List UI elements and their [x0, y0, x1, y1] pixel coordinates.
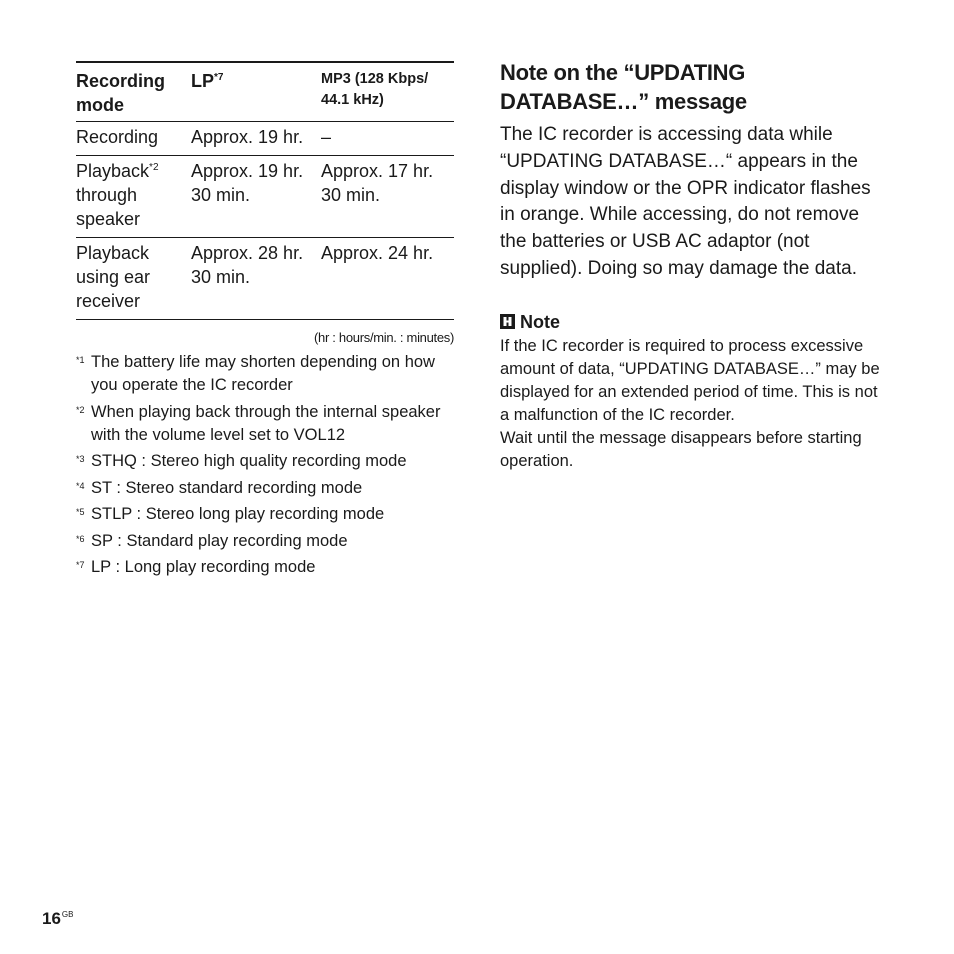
- note-icon: [500, 314, 515, 329]
- footnote-item: *5 STLP : Stereo long play recording mode: [76, 503, 454, 526]
- note-text-2: Wait until the message disappears before starting operation.: [500, 428, 862, 470]
- footnote-mark: *4: [76, 480, 85, 491]
- footnote-item: *7 LP : Long play recording mode: [76, 556, 454, 579]
- row-mode: Playback using ear receiver: [76, 243, 151, 311]
- row-mp3-value: Approx. 17 hr. 30 min.: [321, 161, 434, 205]
- row-lp-value: Approx. 28 hr. 30 min.: [191, 243, 304, 287]
- battery-life-table: [76, 61, 454, 320]
- footnotes-list: [76, 351, 454, 579]
- footnote-mark: *7: [76, 560, 85, 570]
- note-title: Note: [520, 311, 560, 332]
- left-column: [76, 61, 454, 583]
- footnote-mark: *3: [76, 454, 85, 464]
- footnote-ref: *2: [149, 162, 159, 173]
- row-lp-value: Approx. 19 hr.: [191, 127, 304, 147]
- header-recording-mode: Recording mode: [76, 71, 166, 115]
- page-number: $16^{GB}$: [42, 909, 74, 928]
- row-mp3-value: Approx. 24 hr.: [321, 243, 434, 263]
- footnote-mark: *6: [76, 533, 85, 544]
- footnote-item: *1 The battery life may shorten depending on how you operate the IC recorder: [76, 351, 454, 397]
- table-row: [76, 156, 454, 238]
- footnote-item: *2 When playing back through the internal speaker with the volume level set to VOL12: [76, 401, 454, 447]
- footnote-item: *6 SP : Standard play recording mode: [76, 530, 454, 553]
- right-column: [500, 59, 885, 473]
- section-heading: Note on the “UPDATING DATABASE…” message: [500, 60, 747, 114]
- footnote-ref: *7: [214, 72, 224, 83]
- footnote-item: *3 STHQ : Stereo high quality recording mode: [76, 450, 454, 473]
- page-suffix: GB: [61, 910, 74, 920]
- footnote-item: *4 ST : Stereo standard recording mode: [76, 477, 454, 500]
- footnote-mark: *5: [76, 507, 85, 517]
- footnote-mark: *1: [76, 355, 85, 365]
- row-mp3-value: –: [321, 127, 332, 147]
- note-header: [500, 311, 885, 333]
- units-note: (hr : hours/min. : minutes): [314, 330, 454, 345]
- row-lp-value: Approx. 19 hr. 30 min.: [191, 161, 304, 205]
- footnote-mark: *2: [76, 404, 85, 415]
- row-mode: Recording: [76, 127, 159, 147]
- row-mode: Playback$^{*2}$ through speaker: [76, 161, 159, 229]
- note-text: If the IC recorder is required to process excessive amount of data, “UPDATING DATABASE…” may be displayed for an extended period of time. This is not a malfunction of the IC recorder.: [500, 336, 880, 424]
- table-row: [76, 122, 454, 156]
- table-header-row: [76, 62, 454, 122]
- header-lp: LP$^{*7}$: [191, 71, 224, 91]
- section-body: The IC recorder is accessing data while “UPDATING DATABASE…“ appears in the display window or the OPR indicator flashes in orange. While accessing, do not remove the batteries or USB AC adaptor (not supplied). Doing so may damage the data.: [500, 124, 871, 279]
- header-mp3: MP3 (128 Kbps/ 44.1 kHz): [321, 71, 429, 108]
- table-row: [76, 238, 454, 320]
